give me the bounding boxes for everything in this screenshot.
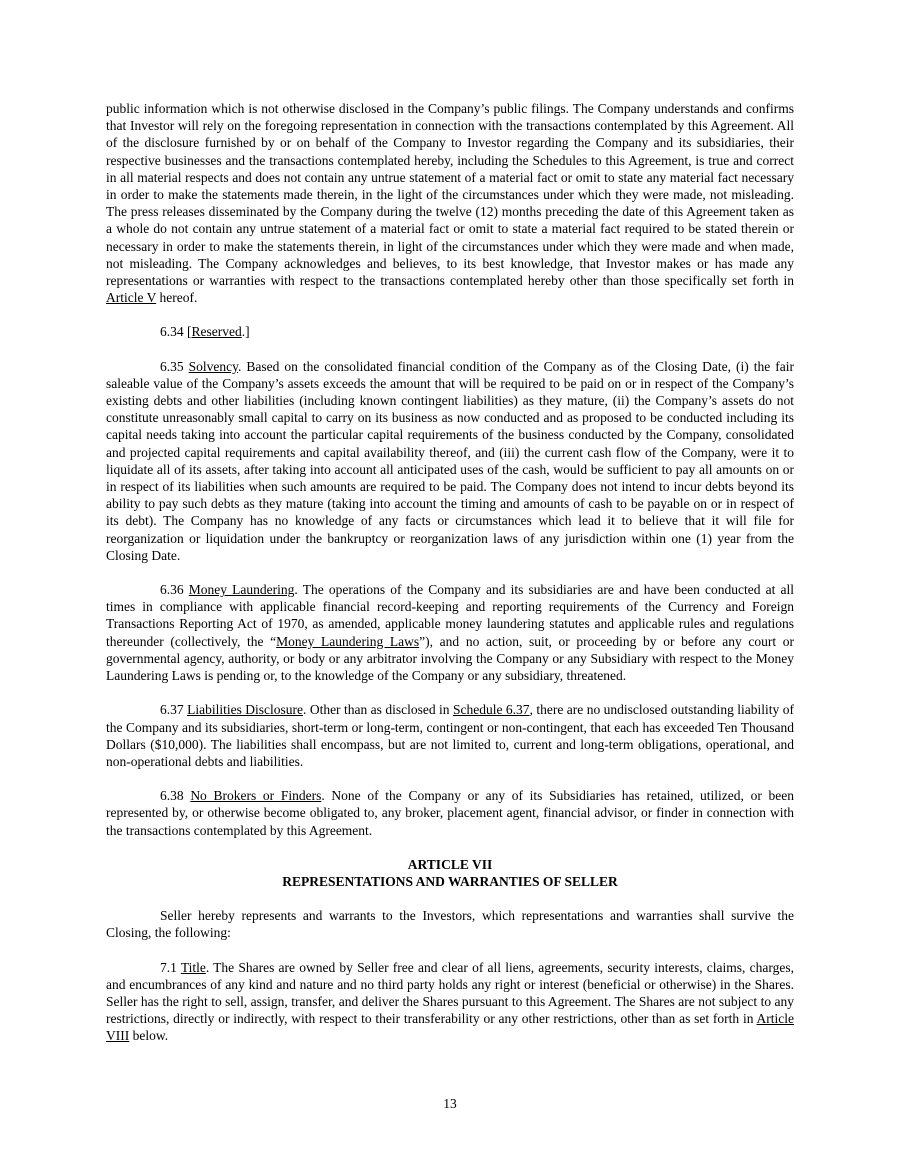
continuation-paragraph	[106, 100, 794, 306]
section-6-38-no-brokers-or-finders	[106, 787, 794, 839]
text-run: hereof.	[156, 290, 198, 306]
underlined-term: Title	[180, 959, 206, 975]
text-run: . Based on the consolidated financial condition of the Company as of the Closing Date, (i) the fair saleable value of the Company’s assets exceeds the amount that will be required to be paid on or in respect of the Company’s existing debts and other liabilities (including known contingent liabilities) as they mature, (ii) the Company’s assets do not constitute unreasonably small capital to carry on its business as now conducted and as proposed to be conducted including its capital needs taking into account the particular capital requirements of the business conducted by the Company, consolidated and projected capital requirements and capital availability thereof, and (iii) the current cash flow of the Company, were it to liquidate all of its assets, after taking into account all anticipated uses of the cash, would be sufficient to pay all amounts on or in respect of its liabilities when such amounts are required to be paid. The Company does not intend to incur debts beyond its ability to pay such debts as they mature (taking into account the timing and amounts of cash to be payable on or in respect of its debt). The Company has no knowledge of any facts or circumstances which lead it to believe that it will file for reorganization or liquidation under the bankruptcy or reorganization laws of any jurisdiction within one (1) year from the Closing Date.	[106, 358, 794, 563]
text-run: 6.36	[160, 582, 189, 598]
section-7-1-title	[106, 959, 794, 1045]
text-run: Seller hereby represents and warrants to the Investors, which representations and warranties shall survive the Closing, the following:	[106, 908, 794, 941]
underlined-term: Liabilities Disclosure	[187, 702, 303, 718]
text-run: .]	[241, 324, 250, 340]
section-6-36-money-laundering	[106, 581, 794, 684]
article-vii-heading	[106, 856, 794, 890]
underlined-term: Reserved	[191, 324, 242, 340]
text-run: . The Shares are owned by Seller free and clear of all liens, agreements, security interests, claims, charges, and encumbrances of any kind and nature and no third party holds any right or interest (beneficial or otherwise) in the Shares. Seller has the right to sell, assign, transfer, and deliver the Shares pursuant to this Agreement. The Shares are not subject to any restrictions, directly or indirectly, with respect to their transferability or any other restrictions, other than as set forth in	[106, 959, 794, 1027]
underlined-term: Money Laundering	[188, 582, 295, 598]
section-6-35-solvency	[106, 358, 794, 564]
document-paragraphs	[106, 100, 794, 1045]
section-6-34-reserved	[106, 323, 794, 340]
underlined-term: Article V	[106, 290, 157, 306]
page-number: 13	[443, 1096, 457, 1111]
text-run: 7.1	[160, 959, 181, 975]
text-run: ”), and no action, suit, or proceeding by or before any court or governmental agency, authority, or body or any arbitrator involving the Company or any Subsidiary with respect to the Money Laundering Laws is pending or, to the knowledge of the Company or any subsidiary, threatened.	[106, 633, 795, 684]
text-run: 6.37	[160, 702, 188, 718]
underlined-term: Article VIII	[106, 1011, 794, 1044]
underlined-term: No Brokers or Finders	[190, 788, 322, 804]
text-run: below.	[129, 1028, 169, 1044]
underlined-term: Schedule 6.37	[453, 702, 530, 718]
text-run: . The operations of the Company and its subsidiaries are and have been conducted at all times in compliance with applicable financial record-keeping and reporting requirements of the Currency and Foreign Transactions Reporting Act of 1970, as amended, applicable money laundering statutes and applicable rules and regulations thereunder (collectively, the “	[106, 582, 794, 649]
seller-intro-paragraph	[106, 907, 794, 941]
underlined-term: Money Laundering Laws	[276, 633, 420, 649]
heading-line: REPRESENTATIONS AND WARRANTIES OF SELLER	[282, 873, 618, 889]
text-run: 6.38	[160, 788, 191, 804]
text-run: . Other than as disclosed in	[303, 702, 453, 718]
text-run: . None of the Company or any of its Subsidiaries has retained, utilized, or been represented by, or otherwise become obligated to, any broker, placement agent, financial advisor, or finder in connection with the transactions contemplated by this Agreement.	[106, 788, 794, 838]
text-run: , there are no undisclosed outstanding liability of the Company and its subsidiaries, short-term or long-term, contingent or non-contingent, that each has exceeded Ten Thousand Dollars ($10,000). The liabilities shall encompass, but are not limited to, current and long-term obligations, operational, and non-operational debts and liabilities.	[106, 702, 794, 769]
text-run: 6.35	[160, 358, 189, 374]
heading-line: ARTICLE VII	[407, 856, 493, 872]
text-run: public information which is not otherwise disclosed in the Company’s public filings. The Company understands and confirms that Investor will rely on the foregoing representation in connection with the transactions contemplated by this Agreement. All of the disclosure furnished by or on behalf of the Company to Investor regarding the Company and its subsidiaries, their respective businesses and the transactions contemplated hereby, including the Schedules to this Agreement, is true and correct in all material respects and does not contain any untrue statement of a material fact or omit to state any material fact necessary in order to make the statements made therein, in the light of the circumstances under which they were made, not misleading. The press releases disseminated by the Company during the twelve (12) months preceding the date of this Agreement taken as a whole do not contain any untrue statement of a material fact or omit to state a material fact required to be stated therein or necessary in order to make the statements therein, in light of the circumstances under which they were made and when made, not misleading. The Company acknowledges and believes, to its best knowledge, that Investor makes or has made any representations or warranties with respect to the transactions contemplated hereby other than those specifically set forth in	[106, 101, 794, 289]
text-run: 6.34 [	[160, 324, 192, 340]
section-6-37-liabilities-disclosure	[106, 701, 794, 770]
underlined-term: Solvency	[188, 358, 239, 374]
